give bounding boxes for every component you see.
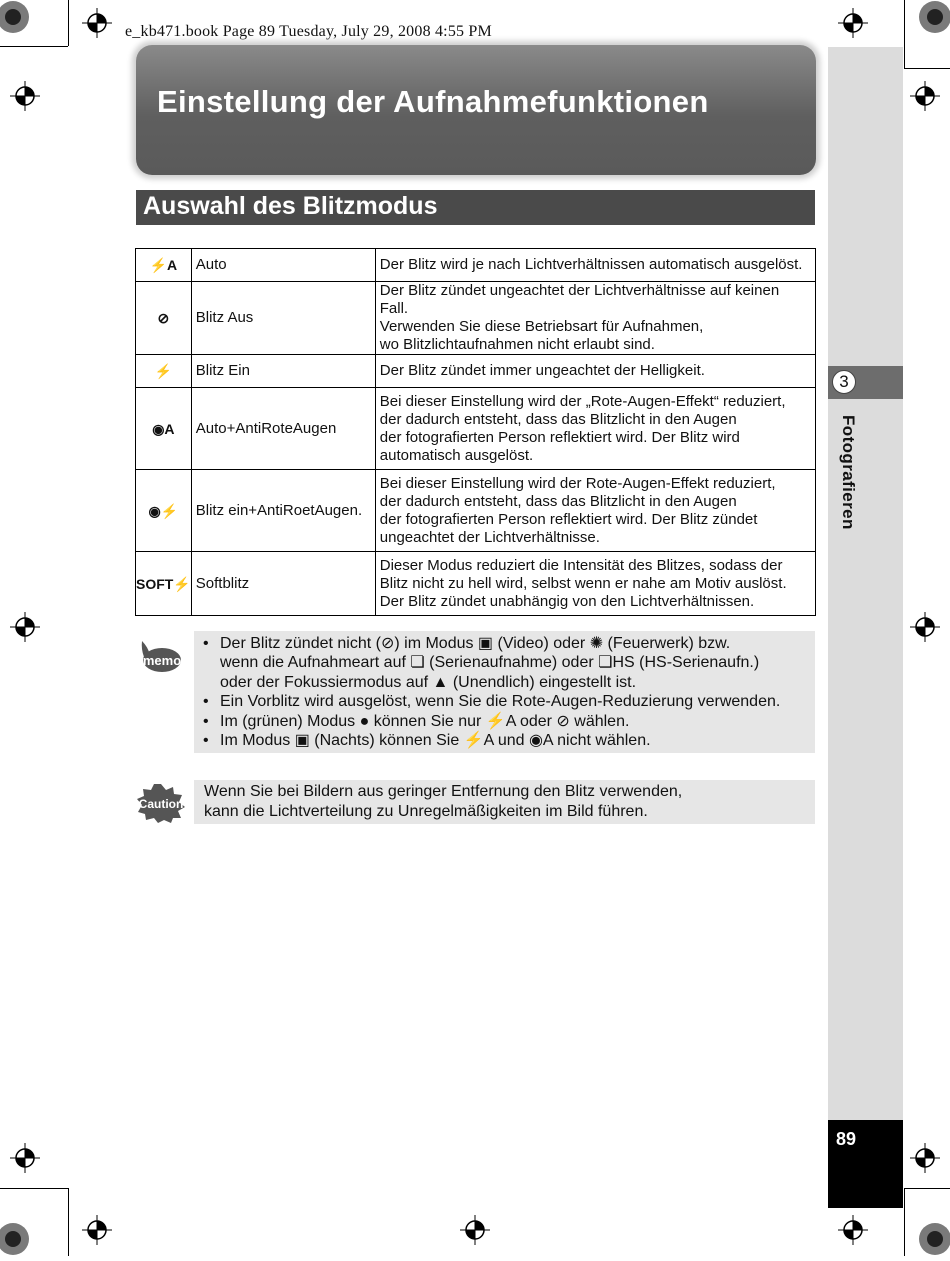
memo-line: wenn die Aufnahmeart auf ❏ (Serienaufnahme) oder ❏HS (HS-Serienaufn.) <box>220 654 760 672</box>
flash-mode-name: Softblitz <box>191 552 375 616</box>
crop-line <box>0 1188 68 1189</box>
corner-sunburst-mark <box>918 0 950 34</box>
description-line: Bei dieser Einstellung wird der Rote-Augen-Effekt reduziert, <box>379 474 776 492</box>
description-line: Bei dieser Einstellung wird der „Rote-Augen-Effekt“ reduziert, <box>379 392 786 410</box>
memo-icon <box>138 637 182 675</box>
flash-mode-name: Auto <box>191 249 375 282</box>
memo-item <box>203 692 813 711</box>
memo-item <box>203 634 813 692</box>
description-line: Der Blitz wird je nach Lichtverhältnissen automatisch ausgelöst. <box>379 256 803 273</box>
page-title: Einstellung der Aufnahmefunktionen <box>157 84 709 119</box>
crop-line <box>904 1188 950 1189</box>
caution-line: kann die Lichtverteilung zu Unregelmäßigkeiten im Bild führen. <box>204 802 648 820</box>
section-title: Auswahl des Blitzmodus <box>143 192 438 220</box>
caution-icon-label: Caution <box>138 797 184 811</box>
crop-line <box>904 0 905 68</box>
memo-icon-label: memo <box>142 653 182 668</box>
flash-mode-row <box>136 282 816 355</box>
crop-line <box>904 68 950 69</box>
description-line: Dieser Modus reduziert die Intensität des Blitzes, sodass der <box>379 556 783 574</box>
description-line: Verwenden Sie diese Betriebsart für Aufnahmen, <box>379 318 704 335</box>
corner-sunburst-mark <box>0 1222 30 1256</box>
chapter-side-tab <box>828 47 903 1207</box>
description-line: ungeachtet der Lichtverhältnisse. <box>379 528 600 546</box>
chapter-number: 3 <box>832 370 856 394</box>
page-number: 89 <box>836 1129 857 1149</box>
soft-flash-icon: SOFT⚡ <box>136 552 192 616</box>
crop-line <box>68 0 69 46</box>
flash-off-icon: ⊘ <box>136 282 192 355</box>
flash-mode-description <box>375 552 815 616</box>
flash-mode-row <box>136 552 816 616</box>
chapter-label: Fotografieren <box>839 415 858 530</box>
flash-mode-description <box>375 388 815 470</box>
flash-on-icon: ⚡ <box>136 355 192 388</box>
registration-mark <box>10 612 40 642</box>
flash-auto-icon: ⚡A <box>136 249 192 282</box>
registration-mark <box>910 1143 940 1173</box>
registration-mark <box>838 1215 868 1245</box>
crop-line <box>68 1188 69 1256</box>
memo-line: • Der Blitz zündet nicht (⊘) im Modus ▣ (Video) oder ✺ (Feuerwerk) bzw. <box>220 635 731 652</box>
auto-red-eye-icon: ◉A <box>136 388 192 470</box>
registration-mark <box>910 81 940 111</box>
flash-mode-name: Blitz ein+AntiRoetAugen. <box>191 470 375 552</box>
description-line: der fotografierten Person reflektiert wird. Der Blitz wird <box>379 428 740 446</box>
registration-mark <box>82 8 112 38</box>
book-page-info: e_kb471.book Page 89 Tuesday, July 29, 2008 4:55 PM <box>125 23 492 40</box>
flash-mode-name: Blitz Ein <box>191 355 375 388</box>
caution-text <box>204 782 804 821</box>
registration-mark <box>82 1215 112 1245</box>
registration-mark <box>910 612 940 642</box>
memo-item <box>203 731 813 750</box>
flash-mode-description <box>375 282 815 355</box>
flash-mode-row <box>136 355 816 388</box>
registration-mark <box>10 81 40 111</box>
registration-mark <box>10 1143 40 1173</box>
flash-mode-table <box>135 248 816 616</box>
description-line: Der Blitz zündet ungeachtet der Lichtverhältnisse auf keinen Fall. <box>379 282 780 317</box>
crop-line <box>0 46 68 47</box>
flash-mode-row <box>136 388 816 470</box>
caution-line: Wenn Sie bei Bildern aus geringer Entfernung den Blitz verwenden, <box>204 783 683 800</box>
description-line: Der Blitz zündet unabhängig von den Lichtverhältnissen. <box>379 592 755 610</box>
registration-mark <box>838 8 868 38</box>
memo-line: • Im (grünen) Modus ● können Sie nur ⚡A oder ⊘ wählen. <box>220 712 630 730</box>
flash-mode-name: Blitz Aus <box>191 282 375 355</box>
memo-line: oder der Fokussiermodus auf ▲ (Unendlich) eingestellt ist. <box>220 673 637 691</box>
memo-item <box>203 712 813 731</box>
memo-line: • Im Modus ▣ (Nachts) können Sie ⚡A und ◉A nicht wählen. <box>220 732 651 750</box>
registration-mark <box>460 1215 490 1245</box>
flash-mode-description <box>375 470 815 552</box>
flash-mode-description <box>375 249 815 282</box>
flash-on-red-eye-icon: ◉⚡ <box>136 470 192 552</box>
corner-sunburst-mark <box>0 0 30 34</box>
crop-line <box>904 1188 905 1256</box>
memo-list <box>203 634 813 750</box>
description-line: Der Blitz zündet immer ungeachtet der Helligkeit. <box>379 362 705 379</box>
description-line: der fotografierten Person reflektiert wird. Der Blitz zündet <box>379 510 758 528</box>
corner-sunburst-mark <box>918 1222 950 1256</box>
flash-mode-row <box>136 249 816 282</box>
description-line: Blitz nicht zu hell wird, selbst wenn er nahe am Motiv auslöst. <box>379 574 787 592</box>
caution-icon <box>136 782 186 824</box>
description-line: der dadurch entsteht, dass das Blitzlicht in den Augen <box>379 492 737 510</box>
flash-mode-row <box>136 470 816 552</box>
flash-mode-description <box>375 355 815 388</box>
memo-line: • Ein Vorblitz wird ausgelöst, wenn Sie die Rote-Augen-Reduzierung verwenden. <box>220 693 781 711</box>
flash-mode-name: Auto+AntiRoteAugen <box>191 388 375 470</box>
description-line: der dadurch entsteht, dass das Blitzlicht in den Augen <box>379 410 737 428</box>
description-line: automatisch ausgelöst. <box>379 446 534 464</box>
description-line: wo Blitzlichtaufnahmen nicht erlaubt sind. <box>379 336 655 353</box>
